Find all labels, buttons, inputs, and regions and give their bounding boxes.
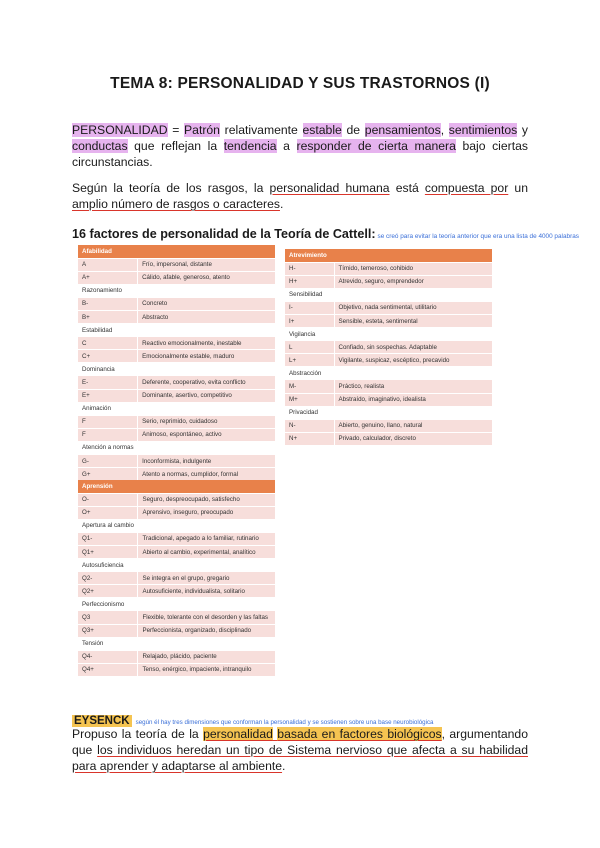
table-row [78, 493, 275, 506]
table-cell-description [138, 363, 275, 376]
highlight-pensamientos: pensamientos [364, 123, 441, 137]
table-cell-description: Animoso, espontáneo, activo [138, 428, 275, 441]
table-row [78, 532, 275, 545]
table-cell-factor: Razonamiento [78, 284, 138, 297]
table-cell-description: Confiado, sin sospechas. Adaptable [334, 341, 492, 354]
highlight-responder: responder de cierta manera [296, 139, 456, 153]
table-cell-factor: C+ [78, 350, 138, 363]
table-cell-factor: Vigilancia [285, 328, 334, 341]
eysenck-paragraph [72, 726, 528, 774]
table-cell-description [138, 559, 275, 572]
text-segment: , argumentando que [72, 727, 528, 757]
text-segment: un [508, 181, 528, 195]
text-segment: Según la teoría de los rasgos, la [72, 181, 270, 195]
table-header [78, 245, 275, 258]
text-segment: . [282, 759, 286, 773]
table-cell-description: Aprensivo, inseguro, preocupado [138, 506, 275, 519]
table-cell-factor: G+ [78, 468, 138, 481]
table-cell-description: Seguro, despreocupado, satisfecho [138, 493, 275, 506]
page-title: TEMA 8: PERSONALIDAD Y SUS TRASTORNOS (I) [110, 75, 490, 92]
table-cell-factor: N+ [285, 432, 334, 445]
table-cell-description: Sensible, esteta, sentimental [334, 314, 492, 327]
table-row [78, 663, 275, 676]
table-cell-description: Abstracto [138, 310, 275, 323]
text-segment: bajo ciertas circunstancias. [72, 139, 528, 169]
table-cell-factor: L [285, 341, 334, 354]
table-cell-factor: C [78, 337, 138, 350]
table-cell-description: Emocionalmente estable, maduro [138, 350, 275, 363]
table-row [78, 415, 275, 428]
table-cell-factor: Abstracción [285, 367, 334, 380]
table-cell-factor: Q2+ [78, 585, 138, 598]
underline-personalidad-humana: personalidad humana [269, 181, 390, 195]
table-cell-factor: H+ [285, 275, 334, 288]
cattell-heading-text: 16 factores de personalidad de la Teoría de Cattell: [72, 227, 376, 241]
table-cell-description [138, 402, 275, 415]
table-cell-description: Dominante, asertivo, competitivo [138, 389, 275, 402]
table-header [78, 480, 275, 493]
table-row [78, 455, 275, 468]
table-header [285, 249, 492, 262]
table-cell-description: Perfeccionista, organizado, disciplinado [138, 624, 275, 637]
highlight-patron: Patrón [184, 123, 220, 137]
table-cell-factor: Autosuficiencia [78, 559, 138, 572]
table-cell-description: Abstraído, imaginativo, idealista [334, 393, 492, 406]
table-group-row [285, 406, 492, 419]
table-cell-factor: Apertura al cambio [78, 519, 138, 532]
rasgos-paragraph [72, 180, 528, 212]
highlight-conductas: conductas [72, 139, 128, 153]
table-cell-factor: Q1- [78, 532, 138, 545]
highlight-sentimientos: sentimientos [448, 123, 518, 137]
cattell-table-2 [285, 249, 492, 446]
highlight-factores-biologicos: basada en factores biológicos [277, 727, 442, 741]
table-row [78, 624, 275, 637]
text-segment: = [167, 123, 185, 137]
table-row [78, 376, 275, 389]
table-cell-description: Deferente, cooperativo, evita conflicto [138, 376, 275, 389]
table-cell-description [138, 284, 275, 297]
table-cell-description: Tímido, temeroso, cohibido [334, 262, 492, 275]
table-cell-factor: O- [78, 493, 138, 506]
table-cell-description [138, 480, 275, 493]
table-group-row [285, 328, 492, 341]
text-segment: Propuso la teoría de la [72, 727, 204, 741]
table-cell-description [138, 324, 275, 337]
table-cell-factor: H- [285, 262, 334, 275]
table-row [78, 337, 275, 350]
table-group-row [78, 441, 275, 454]
table-row [285, 419, 492, 432]
table-cell-description [138, 441, 275, 454]
table-cell-description: Objetivo, nada sentimental, utilitario [334, 301, 492, 314]
table-cell-description [138, 519, 275, 532]
table-cell-description: Privado, calculador, discreto [334, 432, 492, 445]
table-cell-description: Tenso, enérgico, impaciente, intranquilo [138, 663, 275, 676]
text-segment: está [389, 181, 425, 195]
table-cell-factor: I+ [285, 314, 334, 327]
table-cell-description: Relajado, plácido, paciente [138, 650, 275, 663]
table-cell-description [138, 598, 275, 611]
eysenck-annotation: según él hay tres dimensiones que conforman la personalidad y se sostienen sobre una base neurobiológica [135, 719, 434, 726]
table-group-row [78, 402, 275, 415]
table-row [285, 380, 492, 393]
table-row [78, 585, 275, 598]
table-row [285, 432, 492, 445]
table-cell-factor: O+ [78, 506, 138, 519]
table-cell-factor: Q4+ [78, 663, 138, 676]
table-group-row [285, 367, 492, 380]
table-cell-factor: M- [285, 380, 334, 393]
table-cell-factor: Animación [78, 402, 138, 415]
table-row [78, 297, 275, 310]
table-cell-factor: Q1+ [78, 545, 138, 558]
table-cell-factor: Dominancia [78, 363, 138, 376]
cattell-annotation: se creó para evitar la teoría anterior que era una lista de 4000 palabras [377, 233, 579, 240]
highlight-personalidad: personalidad [203, 727, 273, 741]
table-cell-description [334, 328, 492, 341]
table-cell-description: Concreto [138, 297, 275, 310]
table-cell-factor: Privacidad [285, 406, 334, 419]
table-cell-factor: B+ [78, 310, 138, 323]
table-cell-description: Serio, reprimido, cuidadoso [138, 415, 275, 428]
table-cell-factor: A [78, 258, 138, 271]
table-cell-factor: Q3 [78, 611, 138, 624]
table-cell-factor: F [78, 428, 138, 441]
table-row [78, 310, 275, 323]
table-group-row [78, 637, 275, 650]
table-cell-description: Flexible, tolerante con el desorden y las faltas [138, 611, 275, 624]
table-cell-description: Inconformista, indulgente [138, 455, 275, 468]
table-cell-factor: E+ [78, 389, 138, 402]
table-cell-factor: Estabilidad [78, 324, 138, 337]
table-cell-description: Reactivo emocionalmente, inestable [138, 337, 275, 350]
table-cell-description [138, 637, 275, 650]
table-cell-description: Atento a normas, cumplidor, formal [138, 468, 275, 481]
table-cell-factor: Atención a normas [78, 441, 138, 454]
table-cell-factor: Sensibilidad [285, 288, 334, 301]
table-cell-factor: I- [285, 301, 334, 314]
table-row [285, 354, 492, 367]
table-group-row [78, 519, 275, 532]
underline-compuesta-por: compuesta por [424, 181, 509, 195]
table-row [78, 258, 275, 271]
text-segment: de [341, 123, 365, 137]
table-cell-description: Autosuficiente, individualista, solitario [138, 585, 275, 598]
table-group-row [78, 324, 275, 337]
table-row [285, 275, 492, 288]
table-cell-description [334, 288, 492, 301]
table-row [285, 393, 492, 406]
cattell-table-1 [78, 245, 275, 481]
text-segment: a [276, 139, 297, 153]
table-cell-description: Atrevido, seguro, emprendedor [334, 275, 492, 288]
table-cell-factor: Aprensión [78, 480, 138, 493]
table-cell-factor: B- [78, 297, 138, 310]
table-row [78, 350, 275, 363]
table-group-row [78, 559, 275, 572]
table-cell-description: Tradicional, apegado a lo familiar, rutinario [138, 532, 275, 545]
underline-heredan: los individuos heredan un tipo de Sistema nervioso que afecta a su habilidad para aprender y adaptarse al ambiente [72, 743, 528, 773]
table-row [78, 545, 275, 558]
text-segment: y [517, 123, 528, 137]
table-row [285, 301, 492, 314]
table-row [285, 314, 492, 327]
table-cell-description: Vigilante, suspicaz, escéptico, precavido [334, 354, 492, 367]
text-segment: relativamente [219, 123, 303, 137]
term-personalidad: PERSONALIDAD [72, 123, 168, 137]
table-row [285, 341, 492, 354]
text-segment: que reflejan la [127, 139, 224, 153]
table-cell-factor: Q2- [78, 572, 138, 585]
cattell-heading [72, 225, 592, 243]
table-cell-factor: L+ [285, 354, 334, 367]
table-cell-description: Práctico, realista [334, 380, 492, 393]
table-row [78, 506, 275, 519]
table-cell-factor: Q3+ [78, 624, 138, 637]
table-cell-factor: Atrevimiento [285, 249, 334, 262]
table-cell-factor: G- [78, 455, 138, 468]
table-cell-description: Abierto al cambio, experimental, analítico [138, 545, 275, 558]
table-group-row [78, 284, 275, 297]
table-cell-factor: E- [78, 376, 138, 389]
table-cell-factor: N- [285, 419, 334, 432]
table-cell-description [334, 249, 492, 262]
highlight-estable: estable [302, 123, 342, 137]
table-cell-factor: M+ [285, 393, 334, 406]
table-cell-description: Frío, impersonal, distante [138, 258, 275, 271]
table-cell-description: Cálido, afable, generoso, atento [138, 271, 275, 284]
table-row [78, 468, 275, 481]
table-group-row [285, 288, 492, 301]
table-cell-description [138, 245, 275, 258]
table-row [78, 611, 275, 624]
table-cell-description: Abierto, genuino, llano, natural [334, 419, 492, 432]
highlight-tendencia: tendencia [223, 139, 277, 153]
table-cell-factor: Afabilidad [78, 245, 138, 258]
table-row [78, 572, 275, 585]
table-row [78, 389, 275, 402]
text-segment: . [279, 197, 284, 211]
table-row [78, 428, 275, 441]
cattell-table-3 [78, 480, 275, 677]
table-cell-description: Se integra en el grupo, gregario [138, 572, 275, 585]
table-group-row [78, 363, 275, 376]
table-row [78, 650, 275, 663]
table-cell-description [334, 406, 492, 419]
table-row [78, 271, 275, 284]
table-cell-factor: A+ [78, 271, 138, 284]
text-segment: , [440, 123, 449, 137]
table-cell-description [334, 367, 492, 380]
personalidad-definition [72, 122, 528, 170]
table-cell-factor: Q4- [78, 650, 138, 663]
table-cell-factor: F [78, 415, 138, 428]
underline-amplio-numero: amplio número de rasgos o caracteres [72, 197, 280, 211]
table-cell-factor: Tensión [78, 637, 138, 650]
table-cell-factor: Perfeccionismo [78, 598, 138, 611]
eysenck-label: EYSENCK [74, 715, 130, 727]
table-row [285, 262, 492, 275]
table-group-row [78, 598, 275, 611]
